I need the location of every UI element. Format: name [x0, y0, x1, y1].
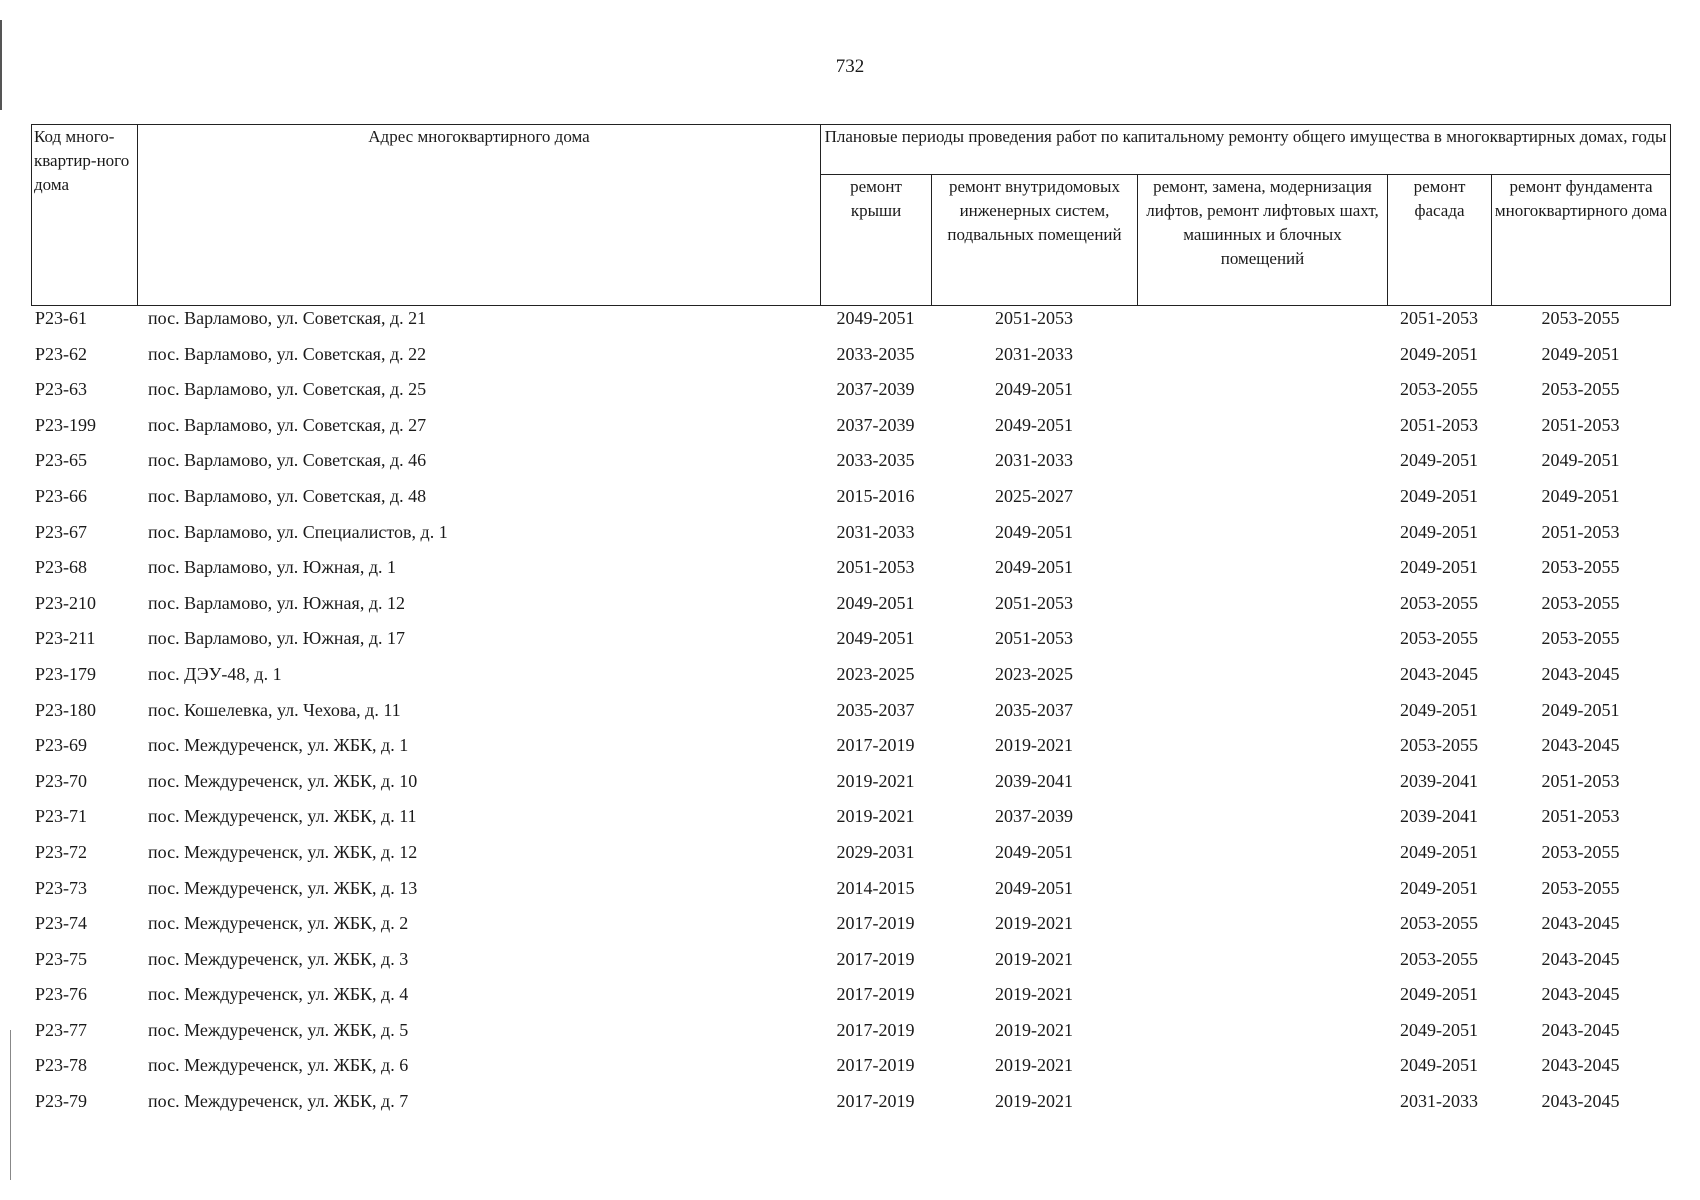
cell-systems: 2051-2053 [995, 628, 1073, 649]
cell-roof: 2049-2051 [836, 628, 915, 649]
table-row [31, 413, 1670, 449]
cell-foundation: 2053-2055 [1541, 841, 1620, 862]
cell-address: пос. Междуреченск, ул. ЖБК, д. 6 [148, 1055, 409, 1076]
cell-roof: 2051-2053 [836, 557, 915, 578]
header-code: Код много-квартир-ного дома [32, 125, 138, 306]
cell-address: пос. Варламово, ул. Специалистов, д. 1 [148, 521, 448, 542]
cell-code: P23-69 [35, 735, 88, 756]
table-row [31, 769, 1670, 805]
cell-foundation: 2051-2053 [1541, 521, 1620, 542]
cell-address: пос. Варламово, ул. Южная, д. 12 [148, 592, 405, 613]
table-row [31, 306, 1670, 342]
scan-edge-mark [10, 1030, 11, 1180]
cell-roof: 2017-2019 [836, 913, 915, 934]
table-row [31, 733, 1670, 769]
cell-code: P23-71 [35, 806, 88, 827]
cell-code: P23-67 [35, 521, 88, 542]
table-row [31, 520, 1670, 556]
cell-code: P23-75 [35, 948, 88, 969]
cell-code: P23-74 [35, 913, 88, 934]
cell-facade: 2053-2055 [1400, 628, 1478, 649]
table-row [31, 876, 1670, 912]
cell-code: P23-62 [35, 343, 88, 364]
cell-systems: 2025-2027 [995, 485, 1073, 506]
cell-address: пос. Междуреченск, ул. ЖБК, д. 4 [148, 984, 409, 1005]
cell-address: пос. Варламово, ул. Советская, д. 25 [148, 379, 427, 400]
table-row [31, 1053, 1670, 1089]
cell-roof: 2033-2035 [836, 450, 915, 471]
cell-foundation: 2049-2051 [1541, 485, 1620, 506]
cell-foundation: 2043-2045 [1541, 1091, 1620, 1112]
header-systems: ремонт внутридомовых инженерных систем, подвальных помещений [932, 175, 1138, 306]
cell-facade: 2039-2041 [1400, 770, 1478, 791]
cell-facade: 2053-2055 [1400, 735, 1478, 756]
table-body [31, 306, 1670, 1125]
cell-roof: 2049-2051 [836, 308, 915, 328]
cell-lifts [1137, 840, 1387, 876]
cell-roof: 2031-2033 [836, 521, 915, 542]
cell-lifts [1137, 1018, 1387, 1054]
cell-foundation: 2049-2051 [1541, 699, 1620, 720]
cell-facade: 2031-2033 [1400, 1091, 1478, 1112]
cell-systems: 2019-2021 [995, 984, 1073, 1005]
cell-systems: 2023-2025 [995, 663, 1073, 684]
cell-lifts [1137, 555, 1387, 591]
cell-systems: 2049-2051 [995, 877, 1073, 898]
cell-lifts [1137, 520, 1387, 556]
cell-facade: 2049-2051 [1400, 1055, 1478, 1076]
cell-lifts [1137, 448, 1387, 484]
cell-facade: 2049-2051 [1400, 1019, 1478, 1040]
cell-code: P23-79 [35, 1091, 88, 1112]
cell-roof: 2017-2019 [836, 1019, 915, 1040]
cell-facade: 2039-2041 [1400, 806, 1478, 827]
table-row [31, 804, 1670, 840]
scan-edge-mark [0, 20, 2, 110]
cell-roof: 2019-2021 [836, 770, 915, 791]
cell-systems: 2049-2051 [995, 521, 1073, 542]
header-address: Адрес многоквартирного дома [138, 125, 821, 306]
cell-systems: 2051-2053 [995, 592, 1073, 613]
cell-foundation: 2049-2051 [1541, 450, 1620, 471]
cell-systems: 2049-2051 [995, 379, 1073, 400]
cell-code: P23-77 [35, 1019, 88, 1040]
cell-systems: 2049-2051 [995, 841, 1073, 862]
cell-lifts [1137, 1053, 1387, 1089]
cell-foundation: 2053-2055 [1541, 308, 1620, 328]
cell-address: пос. Междуреченск, ул. ЖБК, д. 3 [148, 948, 409, 969]
cell-foundation: 2053-2055 [1541, 628, 1620, 649]
cell-code: P23-180 [35, 699, 97, 720]
cell-roof: 2019-2021 [836, 806, 915, 827]
cell-code: P23-68 [35, 557, 88, 578]
cell-address: пос. Варламово, ул. Советская, д. 46 [148, 450, 427, 471]
header-facade: ремонт фасада [1388, 175, 1492, 306]
cell-foundation: 2043-2045 [1541, 663, 1620, 684]
cell-address: пос. Междуреченск, ул. ЖБК, д. 1 [148, 735, 409, 756]
table-row [31, 484, 1670, 520]
cell-facade: 2049-2051 [1400, 557, 1478, 578]
cell-systems: 2049-2051 [995, 414, 1073, 435]
cell-facade: 2051-2053 [1400, 414, 1478, 435]
cell-roof: 2017-2019 [836, 984, 915, 1005]
cell-roof: 2017-2019 [836, 1091, 915, 1112]
cell-systems: 2019-2021 [995, 948, 1073, 969]
cell-address: пос. Междуреченск, ул. ЖБК, д. 13 [148, 877, 418, 898]
cell-facade: 2049-2051 [1400, 450, 1478, 471]
cell-code: P23-211 [35, 628, 96, 649]
cell-roof: 2017-2019 [836, 735, 915, 756]
cell-lifts [1137, 662, 1387, 698]
cell-lifts [1137, 413, 1387, 449]
cell-code: P23-61 [35, 308, 88, 328]
cell-lifts [1137, 982, 1387, 1018]
cell-address: пос. ДЭУ-48, д. 1 [148, 663, 282, 684]
cell-roof: 2017-2019 [836, 948, 915, 969]
cell-foundation: 2043-2045 [1541, 1055, 1620, 1076]
cell-facade: 2049-2051 [1400, 984, 1478, 1005]
header-lifts: ремонт, замена, модернизация лифтов, ремонт лифтовых шахт, машинных и блочных помещений [1138, 175, 1388, 306]
cell-code: P23-199 [35, 414, 97, 435]
cell-systems: 2019-2021 [995, 1055, 1073, 1076]
cell-foundation: 2051-2053 [1541, 806, 1620, 827]
cell-foundation: 2043-2045 [1541, 735, 1620, 756]
cell-code: P23-66 [35, 485, 88, 506]
cell-facade: 2053-2055 [1400, 913, 1478, 934]
cell-address: пос. Междуреченск, ул. ЖБК, д. 12 [148, 841, 418, 862]
cell-lifts [1137, 1089, 1387, 1125]
repair-schedule-table [31, 124, 1670, 1125]
cell-facade: 2053-2055 [1400, 948, 1478, 969]
cell-systems: 2019-2021 [995, 735, 1073, 756]
cell-foundation: 2043-2045 [1541, 948, 1620, 969]
cell-facade: 2051-2053 [1400, 308, 1478, 328]
cell-lifts [1137, 911, 1387, 947]
cell-lifts [1137, 306, 1387, 342]
cell-lifts [1137, 876, 1387, 912]
cell-systems: 2037-2039 [995, 806, 1073, 827]
cell-address: пос. Кошелевка, ул. Чехова, д. 11 [148, 699, 401, 720]
cell-facade: 2049-2051 [1400, 877, 1478, 898]
cell-address: пос. Варламово, ул. Южная, д. 17 [148, 628, 405, 649]
table-row [31, 377, 1670, 413]
cell-code: P23-76 [35, 984, 88, 1005]
table-row [31, 1018, 1670, 1054]
cell-lifts [1137, 591, 1387, 627]
cell-address: пос. Междуреченск, ул. ЖБК, д. 5 [148, 1019, 409, 1040]
cell-code: P23-63 [35, 379, 88, 400]
cell-code: P23-65 [35, 450, 88, 471]
cell-address: пос. Варламово, ул. Советская, д. 22 [148, 343, 427, 364]
cell-roof: 2017-2019 [836, 1055, 915, 1076]
cell-facade: 2049-2051 [1400, 521, 1478, 542]
cell-systems: 2031-2033 [995, 343, 1073, 364]
cell-roof: 2029-2031 [836, 841, 915, 862]
table-row [31, 982, 1670, 1018]
cell-foundation: 2053-2055 [1541, 877, 1620, 898]
cell-foundation: 2053-2055 [1541, 592, 1620, 613]
cell-roof: 2014-2015 [836, 877, 915, 898]
table-row [31, 342, 1670, 378]
cell-foundation: 2053-2055 [1541, 379, 1620, 400]
cell-systems: 2019-2021 [995, 1091, 1073, 1112]
cell-address: пос. Варламово, ул. Советская, д. 48 [148, 485, 427, 506]
cell-facade: 2049-2051 [1400, 841, 1478, 862]
cell-lifts [1137, 769, 1387, 805]
cell-foundation: 2051-2053 [1541, 770, 1620, 791]
cell-lifts [1137, 377, 1387, 413]
cell-lifts [1137, 947, 1387, 983]
cell-systems: 2035-2037 [995, 699, 1073, 720]
table-row [31, 840, 1670, 876]
cell-systems: 2019-2021 [995, 913, 1073, 934]
cell-roof: 2015-2016 [836, 485, 915, 506]
header-foundation: ремонт фундамента многоквартирного дома [1492, 175, 1671, 306]
cell-facade: 2049-2051 [1400, 343, 1478, 364]
table-row [31, 555, 1670, 591]
table-row [31, 662, 1670, 698]
cell-roof: 2033-2035 [836, 343, 915, 364]
header-periods-group: Плановые периоды проведения работ по капитальному ремонту общего имущества в многоквартирных домах, годы [821, 125, 1671, 175]
page-number: 732 [835, 56, 865, 77]
cell-facade: 2049-2051 [1400, 699, 1478, 720]
table-row [31, 698, 1670, 734]
cell-roof: 2049-2051 [836, 592, 915, 613]
cell-facade: 2053-2055 [1400, 379, 1478, 400]
cell-code: P23-70 [35, 770, 88, 791]
cell-address: пос. Междуреченск, ул. ЖБК, д. 2 [148, 913, 409, 934]
cell-address: пос. Междуреченск, ул. ЖБК, д. 7 [148, 1091, 409, 1112]
cell-lifts [1137, 698, 1387, 734]
cell-lifts [1137, 626, 1387, 662]
cell-code: P23-179 [35, 663, 97, 684]
table-row [31, 626, 1670, 662]
cell-systems: 2019-2021 [995, 1019, 1073, 1040]
cell-roof: 2037-2039 [836, 379, 915, 400]
table-row [31, 947, 1670, 983]
cell-roof: 2035-2037 [836, 699, 915, 720]
table-row [31, 591, 1670, 627]
cell-systems: 2051-2053 [995, 308, 1073, 328]
table-header [31, 124, 1671, 306]
cell-address: пос. Варламово, ул. Южная, д. 1 [148, 557, 396, 578]
cell-systems: 2039-2041 [995, 770, 1073, 791]
cell-address: пос. Варламово, ул. Советская, д. 21 [148, 308, 427, 328]
cell-code: P23-72 [35, 841, 88, 862]
cell-lifts [1137, 733, 1387, 769]
cell-lifts [1137, 484, 1387, 520]
cell-facade: 2053-2055 [1400, 592, 1478, 613]
cell-foundation: 2049-2051 [1541, 343, 1620, 364]
cell-foundation: 2043-2045 [1541, 984, 1620, 1005]
header-roof: ремонт крыши [821, 175, 932, 306]
cell-systems: 2031-2033 [995, 450, 1073, 471]
cell-code: P23-210 [35, 592, 97, 613]
table-row [31, 448, 1670, 484]
cell-roof: 2037-2039 [836, 414, 915, 435]
cell-code: P23-73 [35, 877, 88, 898]
cell-facade: 2049-2051 [1400, 485, 1478, 506]
cell-address: пос. Варламово, ул. Советская, д. 27 [148, 414, 427, 435]
cell-code: P23-78 [35, 1055, 88, 1076]
cell-foundation: 2043-2045 [1541, 1019, 1620, 1040]
cell-address: пос. Междуреченск, ул. ЖБК, д. 10 [148, 770, 418, 791]
cell-foundation: 2053-2055 [1541, 557, 1620, 578]
cell-foundation: 2051-2053 [1541, 414, 1620, 435]
table-row [31, 1089, 1670, 1125]
cell-lifts [1137, 804, 1387, 840]
cell-foundation: 2043-2045 [1541, 913, 1620, 934]
table-row [31, 911, 1670, 947]
cell-facade: 2043-2045 [1400, 663, 1478, 684]
cell-systems: 2049-2051 [995, 557, 1073, 578]
cell-roof: 2023-2025 [836, 663, 915, 684]
cell-lifts [1137, 342, 1387, 378]
cell-address: пос. Междуреченск, ул. ЖБК, д. 11 [148, 806, 417, 827]
